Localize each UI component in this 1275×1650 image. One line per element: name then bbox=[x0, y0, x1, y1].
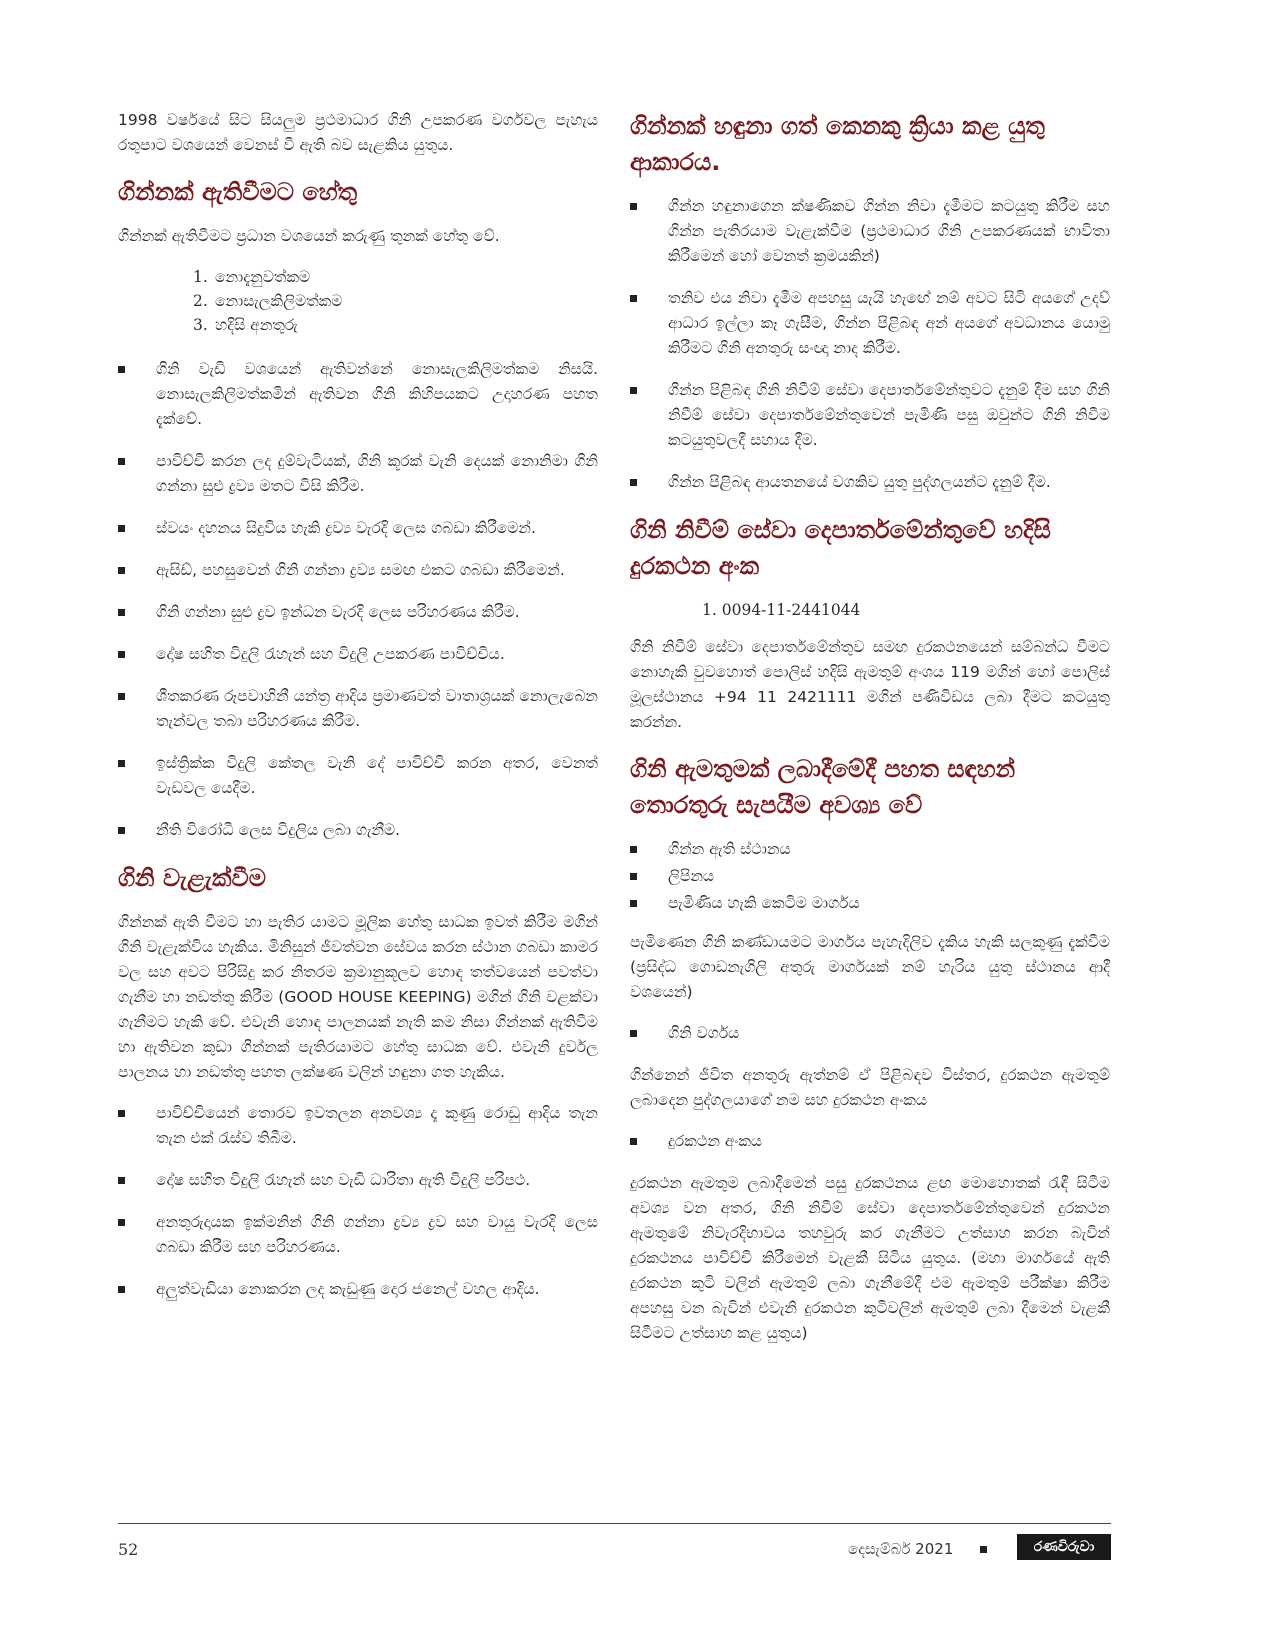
intro-paragraph: 1998 වර්ෂයේ සිට සියලුම ප්‍රථමාධාර ගිනි උපකරණ වර්ගවල පැහැය රතුපාට වශයෙන් වෙනස් වී ඇති බව සැළකිය යුතුය. bbox=[118, 111, 598, 154]
bullet-text: අනතුරුදායක ඉක්මනින් ගිනි ගන්නා ද්‍රව්‍ය ද්‍රව සහ වායු වැරදි ලෙස ගබඩා කිරීම සහ පරිහරණය. bbox=[156, 1213, 598, 1256]
emergency-number-line bbox=[630, 598, 1110, 623]
bullet-text: ගින්න හඳුනාගෙන ක්ෂණිකව ගින්න නිවා දැමීමට කටයුතු කිරීම සහ ගින්න පැතිරයාම වැළැක්වීම (ප්‍රථමාධාර ගිනි උපකරණයක් භාවිතා කිරීමෙන් හෝ වෙනත් ක්‍රමයකින්) bbox=[668, 197, 1110, 265]
square-bullet-icon bbox=[118, 693, 125, 700]
causes-bullet-list bbox=[118, 357, 598, 843]
bullet-item bbox=[630, 286, 1110, 361]
bullet-item bbox=[630, 891, 1110, 916]
emergency-paragraph: ගිනි නිවීම් සේවා දෙපාර්තමේන්තුව සමඟ දුරකථනයෙන් සම්බන්ධ වීමට නොහැකි වුවහොත් පොලිස් හදිසි ඇමතුම් අංශය 119 මගින් හෝ පොලිස් මූලස්ථානය +94 11 2421111 මගින් පණිවිඩය ලබා දීමට කටයුතු කරන්න. bbox=[630, 638, 1110, 731]
bullet-text: පැමිණිය හැකි කෙටිම මාර්ගය bbox=[668, 894, 860, 912]
bullet-item bbox=[118, 684, 598, 734]
bullet-item bbox=[118, 558, 598, 583]
square-bullet-icon bbox=[118, 1110, 125, 1117]
emergency-heading: ගිනි නිවීම් සේවා දෙපාර්තමේන්තුවේ හදිසි දුරකථන අංක bbox=[630, 516, 1051, 580]
bullet-item bbox=[118, 1210, 598, 1260]
bullet-text: ඉස්ත්‍රික්ක විදුලි කේතල වැනි දේ පාවිච්චි කරන අතර, වෙනත් වැඩවල යෙදීම. bbox=[156, 754, 598, 797]
square-bullet-icon bbox=[118, 827, 125, 834]
action-bullet-list bbox=[630, 194, 1110, 495]
bullet-item bbox=[118, 516, 598, 541]
bullet-text: ගින්න ඇති ස්ථානය bbox=[668, 840, 791, 858]
item-text: නොදැනුවත්කම bbox=[215, 268, 311, 286]
info-heading: ගිනි ඇමතුමක් ලබාදීමේදී පහත සඳහන් තොරතුරු සැපයීම අවශ්‍ය වේ bbox=[630, 755, 1016, 819]
bullet-text: ශීතකරණ රූපවාහිනී යන්ත්‍ර ආදිය ප්‍රමාණවත් වාතාශ්‍රයක් නොලැබෙන තැන්වල තබා පරිහරණය කිරීම. bbox=[156, 687, 598, 730]
square-bullet-icon bbox=[118, 651, 125, 658]
right-column bbox=[630, 108, 1110, 1362]
fire-type-list bbox=[630, 1021, 1110, 1046]
square-bullet-icon bbox=[630, 873, 637, 880]
bullet-text: ඇසිඩ්, පහසුවෙන් ගිනි ගන්නා ද්‍රව්‍ය සමඟ එකට ගබඩා කිරීමෙන්. bbox=[156, 561, 565, 579]
life-paragraph: ගින්නෙන් ජීවිත අනතුරු ඇත්නම් ඒ පිළිබඳව විස්තර, දුරකථන ඇමතුම් ලබාදෙන පුද්ගලයාගේ නම සහ දුරකථන අංකය bbox=[630, 1066, 1110, 1109]
prevention-paragraph: ගින්නක් ඇති වීමට හා පැතිර යාමට මූලික හේතු සාධක ඉවත් කිරීම මගින් ගිනි වැළැක්විය හැකිය. මිනිසුන් ජීවත්වන සේවය කරන ස්ථාන ගබඩා කාමර වල සහ අවට පිරිසිදු කර නිතරම ක්‍රමානුකූලව හොඳ තත්වයෙන් පවත්වා ගැනීම හා නඩත්තු කිරීම (GOOD HOUSE KEEPING) මගින් ගිනි වළක්වා ගැනීමට හැකි වේ. එවැනි හොඳ පාලනයක් නැති කම නිසා ගින්නක් ඇතිවීම හා ඇතිවන කුඩා ගින්නක් පැතිරයාමට හේතු සාධක වේ. එවැනි දුර්වල පාලනය හා නඩත්තු පහත ලක්ෂණ වලින් හඳුනා ගත හැකිය. bbox=[118, 913, 598, 1081]
footer-square-icon bbox=[980, 1546, 987, 1553]
square-bullet-icon bbox=[630, 479, 637, 486]
numbered-item bbox=[193, 313, 598, 337]
numbered-item bbox=[193, 265, 598, 289]
square-bullet-icon bbox=[630, 203, 637, 210]
emergency-number-index: 1. bbox=[702, 601, 717, 619]
page-number: 52 bbox=[118, 1540, 139, 1559]
footer-date: දෙසැම්බර් 2021 bbox=[848, 1540, 954, 1558]
bullet-text: ගින්න පිළිබඳ ගිනි නිවීම් සේවා දෙපාර්තමේන්තුවට දැනුම් දීම සහ ගිනි නිවීම් සේවා දෙපාර්තමේන්තුවෙන් පැමිණි පසු ඔවුන්ට ගිනි නිවීම කටයුතුවලදී සහාය දීම. bbox=[668, 381, 1110, 449]
bullet-item bbox=[118, 1168, 598, 1193]
bullet-item bbox=[118, 449, 598, 499]
bullet-item bbox=[630, 470, 1110, 495]
bullet-item bbox=[118, 600, 598, 625]
square-bullet-icon bbox=[630, 900, 637, 907]
square-bullet-icon bbox=[630, 295, 637, 302]
item-number: 3. bbox=[193, 316, 208, 334]
bullet-text: පාවිච්චි කරන ලද දුම්වැටියක්, ගිනි කූරක් වැනි දෙයක් නොනිමා ගිනි ගන්නා සුළු ද්‍රව්‍ය මතට විසි කිරීම. bbox=[156, 452, 598, 495]
bullet-text: ගින්න පිළිබඳ ආයතනයේ වගකිව යුතු පුද්ගලයන්ට දැනුම් දීම. bbox=[668, 473, 1051, 491]
bullet-item bbox=[118, 751, 598, 801]
footer-divider bbox=[118, 1523, 1111, 1524]
bullet-item bbox=[630, 864, 1110, 889]
left-column bbox=[118, 108, 598, 1319]
route-paragraph: පැමිණෙන ගිනි කණ්ඩායමට මාර්ගය පැහැදිලිව දැකිය හැකි සලකුණු දැක්වීම (ප්‍රසිද්ධ ගොඩනැගිලි අතුරු මාර්ගයක් නම් හැරිය යුතු ස්ථානය ආදී වශයෙන්) bbox=[630, 933, 1110, 1001]
bullet-text: දුරකථන අංකය bbox=[668, 1132, 763, 1150]
square-bullet-icon bbox=[118, 366, 125, 373]
bullet-item bbox=[630, 1021, 1110, 1046]
numbered-item bbox=[193, 289, 598, 313]
bullet-text: අලුත්වැඩියා නොකරන ලද කැඩුණු දොර ජනෙල් වහල ආදිය. bbox=[156, 1280, 540, 1298]
item-text: නොසැලකිලිමත්කම bbox=[215, 292, 343, 310]
square-bullet-icon bbox=[630, 846, 637, 853]
square-bullet-icon bbox=[118, 609, 125, 616]
bullet-item bbox=[630, 194, 1110, 269]
square-bullet-icon bbox=[630, 387, 637, 394]
bullet-item bbox=[630, 1129, 1110, 1154]
square-bullet-icon bbox=[118, 1286, 125, 1293]
square-bullet-icon bbox=[630, 1138, 637, 1145]
action-heading: ගින්නක් හඳුනා ගත් කෙනකු ක්‍රියා කළ යුතු ආකාරය. bbox=[630, 112, 1045, 176]
square-bullet-icon bbox=[630, 1030, 637, 1037]
bullet-item bbox=[118, 357, 598, 432]
bullet-text: නීති විරෝධී ලෙස විදුලිය ලබා ගැනීම. bbox=[156, 821, 401, 839]
item-number: 2. bbox=[193, 292, 208, 310]
phone-list bbox=[630, 1129, 1110, 1154]
causes-intro: ගින්නක් ඇතිවීමට ප්‍රධාන වශයෙන් කරුණු තුනක් හේතු වේ. bbox=[118, 227, 500, 245]
closing-paragraph: දුරකථන ඇමතුම ලබාදීමෙන් පසු දුරකථනය ළඟ මොහොතක් රැඳී සිටීම අවශ්‍ය වන අතර, ගිනි නිවීම් සේවා දෙපාර්තමේන්තුවෙන් දුරකථන ඇමතුමේ නිවැරදිභාවය තහවුරු කර ගැනීමට උත්සාහ කරන බැවින් දුරකථනය පාවිච්චි කිරීමෙන් වැළකී සිටිය යුතුය. (මහා මාර්ගයේ ඇති දුරකථන කුටි වලින් ඇමතුම් ලබා ගැනීමේදී එම ඇමතුම් පරීක්ෂා කිරීම අපහසු වන බැවින් එවැනි දුරකථන කුටිවලින් ඇමතුම් ලබා දීමෙන් වැළකී සිටීමට උත්සාහ කළ යුතුය) bbox=[630, 1174, 1110, 1342]
square-bullet-icon bbox=[118, 760, 125, 767]
bullet-item bbox=[118, 1101, 598, 1151]
square-bullet-icon bbox=[118, 567, 125, 574]
square-bullet-icon bbox=[118, 1219, 125, 1226]
bullet-text: ලිපිනය bbox=[668, 867, 715, 885]
info-bullet-list bbox=[630, 837, 1110, 916]
bullet-item bbox=[118, 1277, 598, 1302]
bullet-text: ගිනි ගන්නා සුළු ද්‍රව ඉන්ධන වැරදි ලෙස පරිහරණය කිරීම. bbox=[156, 603, 520, 621]
square-bullet-icon bbox=[118, 525, 125, 532]
square-bullet-icon bbox=[118, 1177, 125, 1184]
bullet-item bbox=[630, 378, 1110, 453]
prevention-bullet-list bbox=[118, 1101, 598, 1302]
square-bullet-icon bbox=[118, 458, 125, 465]
bullet-text: දෝෂ සහිත විදුලි රැහැන් සහ වැඩි ධාරිතා ඇති විදුලි පරිපථ. bbox=[156, 1171, 531, 1189]
bullet-item bbox=[118, 642, 598, 667]
emergency-number: 0094-11-2441044 bbox=[721, 601, 861, 619]
magazine-logo: රණවිරුවා bbox=[1017, 1534, 1111, 1560]
bullet-text: ගිනි වර්ගය bbox=[668, 1024, 740, 1042]
bullet-item bbox=[630, 837, 1110, 862]
bullet-item bbox=[118, 818, 598, 843]
item-number: 1. bbox=[193, 268, 208, 286]
prevention-heading: ගිනි වැළැක්වීම bbox=[118, 864, 266, 892]
bullet-text: ස්වයං දහනය සිදුවිය හැකි ද්‍රව්‍ය වැරදි ලෙස ගබඩා කිරීමෙන්. bbox=[156, 519, 536, 537]
bullet-text: පාවිච්චියෙන් තොරව ඉවතලන අනවශ්‍ය දෑ කුණු රොඩු ආදිය තැන තැන එක් රැස්ව තිබීම. bbox=[156, 1104, 598, 1147]
item-text: හදිසි අනතුරු bbox=[215, 316, 298, 334]
bullet-text: දෝෂ සහිත විදුලි රැහැන් සහ විදුලි උපකරණ පාවිච්චිය. bbox=[156, 645, 505, 663]
bullet-text: ගිනි වැඩි වශයෙන් ඇතිවන්නේ නොසැලකිලිමත්කම නිසයි. නොසැලකිලිමත්කමින් ඇතිවන ගිනි කිහිපයකට උදාහරණ පහත දැක්වේ. bbox=[156, 360, 598, 428]
causes-numbered-list bbox=[118, 265, 598, 337]
causes-heading: ගින්නක් ඇතිවීමට හේතු bbox=[118, 178, 358, 206]
bullet-text: තනිව එය නිවා දැමීම අපහසු යැයි හැඟේ නම් අවට සිටි අයගේ උදව් ආධාර ඉල්ලා කෑ ගැසීම, ගින්න පිළිබඳ අන් අයගේ අවධානය යොමු කිරීමට ගිනි අනතුරු සංඥා නාද කිරීම. bbox=[668, 289, 1110, 357]
